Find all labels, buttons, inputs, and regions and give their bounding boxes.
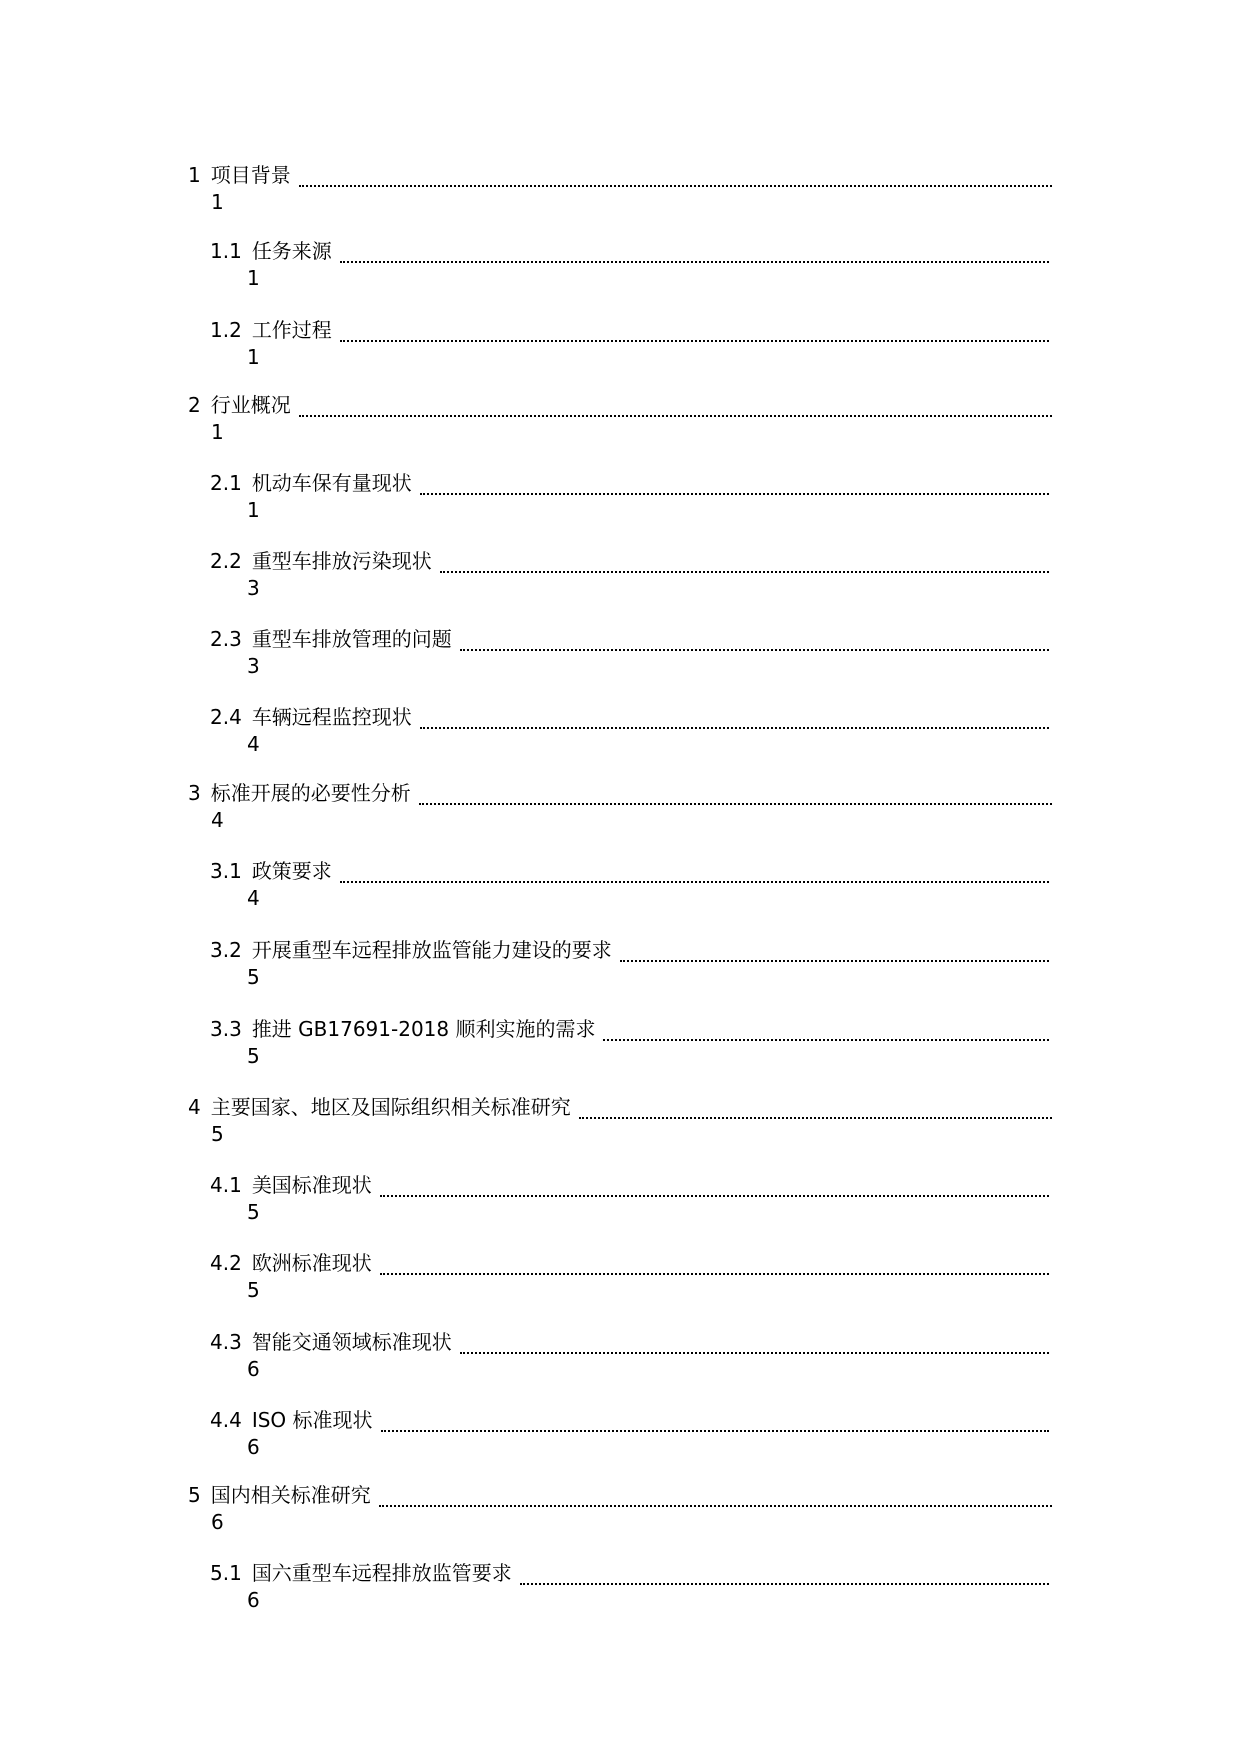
toc-entry-1[interactable] (0, 160, 1240, 230)
dot-leader (520, 1583, 1049, 1585)
toc-entry-number: 4.2 (210, 1251, 242, 1275)
toc-entry-3-2[interactable] (0, 935, 1240, 1005)
toc-entry-title: 推进 GB17691-2018 顺利实施的需求 (251, 1017, 596, 1041)
toc-entry-line (210, 1248, 1049, 1278)
toc-entry-line (210, 1170, 1049, 1200)
toc-entry-number: 4.3 (210, 1330, 242, 1354)
toc-entry-title: 工作过程 (251, 318, 332, 342)
toc-entry-number: 4.1 (210, 1173, 242, 1197)
toc-entry-number: 1.2 (210, 318, 242, 342)
toc-entry-line (188, 778, 1052, 808)
toc-entry-title: 项目背景 (210, 163, 291, 187)
toc-entry-number: 3.1 (210, 859, 242, 883)
dot-leader (440, 571, 1049, 573)
toc-entry-title: 美国标准现状 (251, 1173, 372, 1197)
toc-entry-page: 6 (247, 1357, 260, 1381)
toc-entry-4-2[interactable] (0, 1248, 1240, 1318)
toc-entry-page: 1 (247, 266, 260, 290)
dot-leader (340, 340, 1049, 342)
toc-entry-title: ISO 标准现状 (251, 1408, 373, 1432)
toc-entry-4-3[interactable] (0, 1327, 1240, 1397)
toc-entry-page: 4 (211, 808, 224, 832)
toc-entry-line (210, 1558, 1049, 1588)
toc-entry-number: 2.1 (210, 471, 242, 495)
toc-entry-3-1[interactable] (0, 856, 1240, 926)
dot-leader (419, 803, 1052, 805)
toc-entry-4-4[interactable] (0, 1405, 1240, 1475)
dot-leader (420, 727, 1049, 729)
toc-entry-page: 1 (247, 345, 260, 369)
toc-entry-title: 任务来源 (251, 239, 332, 263)
dot-leader (299, 415, 1052, 417)
dot-leader (460, 1352, 1049, 1354)
toc-entry-page: 3 (247, 654, 260, 678)
toc-entry-number: 2.3 (210, 627, 242, 651)
toc-entry-number: 3.2 (210, 938, 242, 962)
toc-entry-number: 5.1 (210, 1561, 242, 1585)
toc-entry-line (210, 624, 1049, 654)
toc-entry-page: 5 (247, 1200, 260, 1224)
toc-entry-page: 4 (247, 732, 260, 756)
toc-entry-title: 主要国家、地区及国际组织相关标准研究 (210, 1095, 571, 1119)
toc-entry-line (188, 1092, 1052, 1122)
toc-entry-line (210, 546, 1049, 576)
toc-entry-4[interactable] (0, 1092, 1240, 1162)
toc-entry-number: 1 (188, 163, 201, 187)
toc-entry-3[interactable] (0, 778, 1240, 848)
toc-entry-number: 2 (188, 393, 201, 417)
toc-entry-page: 6 (247, 1435, 260, 1459)
toc-entry-title: 开展重型车远程排放监管能力建设的要求 (251, 938, 612, 962)
dot-leader (340, 881, 1049, 883)
toc-entry-page: 6 (211, 1510, 224, 1534)
toc-entry-page: 5 (247, 1044, 260, 1068)
toc-entry-2-1[interactable] (0, 468, 1240, 538)
toc-entry-line (210, 468, 1049, 498)
dot-leader (620, 960, 1049, 962)
toc-entry-line (188, 1480, 1052, 1510)
toc-entry-5[interactable] (0, 1480, 1240, 1550)
dot-leader (379, 1505, 1052, 1507)
toc-entry-title: 国六重型车远程排放监管要求 (251, 1561, 512, 1585)
toc-entry-2-4[interactable] (0, 702, 1240, 772)
dot-leader (381, 1430, 1049, 1432)
toc-entry-page: 1 (211, 420, 224, 444)
toc-entry-page: 1 (211, 190, 224, 214)
toc-entry-number: 5 (188, 1483, 201, 1507)
toc-entry-title: 标准开展的必要性分析 (210, 781, 411, 805)
toc-entry-5-1[interactable] (0, 1558, 1240, 1628)
toc-entry-page: 5 (211, 1122, 224, 1146)
toc-entry-3-3[interactable] (0, 1014, 1240, 1084)
toc-entry-title: 政策要求 (251, 859, 332, 883)
toc-entry-title: 重型车排放管理的问题 (251, 627, 452, 651)
toc-entry-number: 2.4 (210, 705, 242, 729)
toc-entry-2-3[interactable] (0, 624, 1240, 694)
toc-entry-line (210, 935, 1049, 965)
toc-entry-number: 4 (188, 1095, 201, 1119)
dot-leader (380, 1195, 1049, 1197)
toc-entry-title: 车辆远程监控现状 (251, 705, 412, 729)
toc-entry-number: 2.2 (210, 549, 242, 573)
dot-leader (460, 649, 1049, 651)
toc-entry-title: 欧洲标准现状 (251, 1251, 372, 1275)
toc-entry-line (210, 702, 1049, 732)
toc-entry-page: 6 (247, 1588, 260, 1612)
toc-entry-1-2[interactable] (0, 315, 1240, 385)
toc-entry-page: 5 (247, 1278, 260, 1302)
toc-entry-line (210, 1327, 1049, 1357)
toc-entry-page: 4 (247, 886, 260, 910)
toc-entry-title: 机动车保有量现状 (251, 471, 412, 495)
dot-leader (299, 185, 1052, 187)
toc-entry-number: 3.3 (210, 1017, 242, 1041)
toc-entry-title: 重型车排放污染现状 (251, 549, 432, 573)
toc-entry-line (188, 160, 1052, 190)
dot-leader (603, 1039, 1049, 1041)
toc-entry-page: 1 (247, 498, 260, 522)
toc-entry-title: 国内相关标准研究 (210, 1483, 371, 1507)
dot-leader (579, 1117, 1052, 1119)
toc-entry-line (210, 856, 1049, 886)
toc-entry-number: 3 (188, 781, 201, 805)
dot-leader (420, 493, 1049, 495)
toc-entry-line (210, 315, 1049, 345)
toc-entry-page: 3 (247, 576, 260, 600)
toc-entry-line (210, 236, 1049, 266)
toc-entry-title: 智能交通领域标准现状 (251, 1330, 452, 1354)
toc-entry-title: 行业概况 (210, 393, 291, 417)
toc-entry-page: 5 (247, 965, 260, 989)
toc-entry-number: 4.4 (210, 1408, 242, 1432)
dot-leader (340, 261, 1049, 263)
toc-entry-2[interactable] (0, 390, 1240, 460)
toc-entry-1-1[interactable] (0, 236, 1240, 306)
toc-entry-line (210, 1014, 1049, 1044)
dot-leader (380, 1273, 1049, 1275)
toc-entry-number: 1.1 (210, 239, 242, 263)
toc-entry-4-1[interactable] (0, 1170, 1240, 1240)
toc-entry-2-2[interactable] (0, 546, 1240, 616)
toc-entry-line (188, 390, 1052, 420)
toc-entry-line (210, 1405, 1049, 1435)
